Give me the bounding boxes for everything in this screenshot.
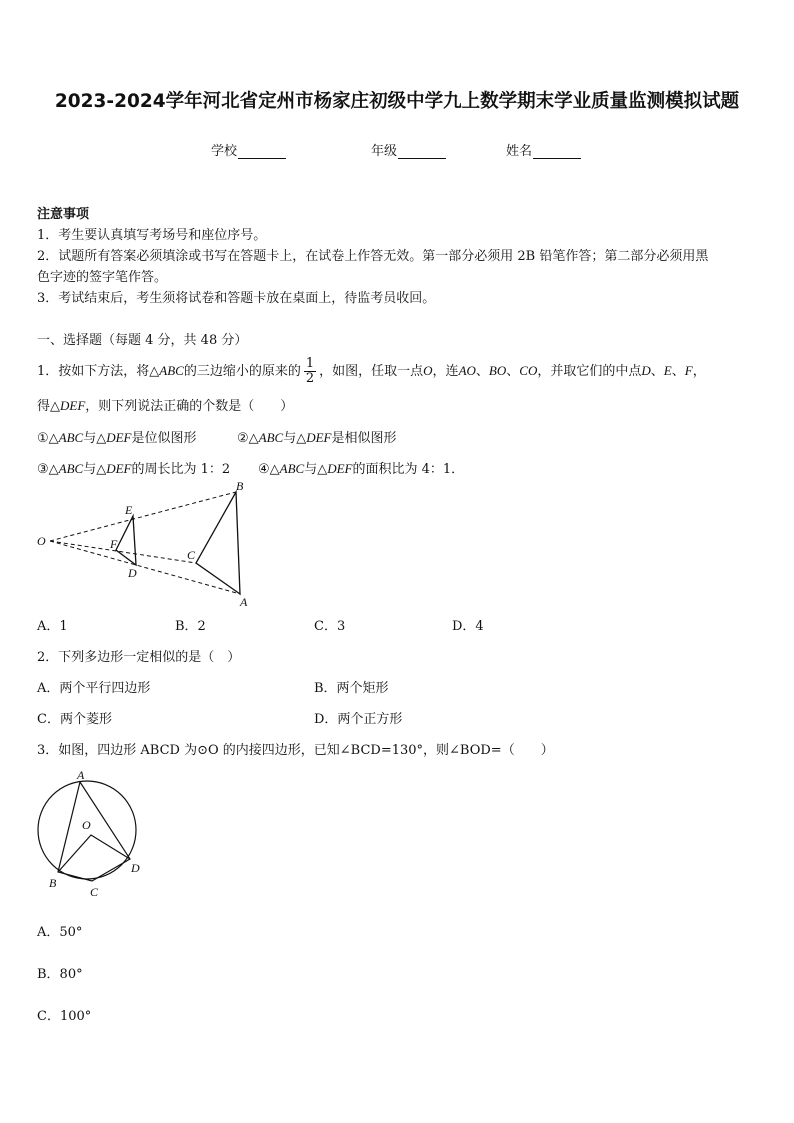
notice-item-2-cont: 色字迹的签字笔作答。 bbox=[37, 270, 168, 285]
grade-label: 年级 bbox=[371, 144, 398, 159]
q3-option-b[interactable]: B．80° bbox=[37, 967, 83, 982]
school-blank[interactable] bbox=[238, 144, 286, 159]
grade-field[interactable] bbox=[371, 140, 446, 159]
label-d: D bbox=[131, 861, 140, 875]
school-label: 学校 bbox=[211, 144, 238, 159]
q3-option-a[interactable]: A．50° bbox=[37, 925, 83, 940]
q2-stem: 2．下列多边形一定相似的是（ ） bbox=[37, 650, 241, 665]
label-e: E bbox=[125, 503, 133, 517]
label-b: B bbox=[236, 479, 244, 493]
q1-fraction: $\frac{1}{2}$ bbox=[305, 356, 315, 386]
q1-statement-4: ④△ABC与△DEF的面积比为 4：1． bbox=[258, 461, 465, 477]
label-f: F bbox=[110, 537, 118, 551]
label-a: A bbox=[77, 768, 85, 782]
q1-option-a[interactable]: A．1 bbox=[37, 619, 68, 634]
ray-o-a bbox=[50, 541, 240, 594]
notice-item-3: 3．考试结束后，考生须将试卷和答题卡放在桌面上，待监考员收回。 bbox=[37, 291, 436, 306]
ray-o-b bbox=[50, 492, 236, 541]
q2-option-a[interactable]: A．两个平行四边形 bbox=[37, 681, 151, 696]
name-field[interactable] bbox=[506, 140, 581, 159]
notice-item-1: 1．考生要认真填写考场号和座位序号。 bbox=[37, 228, 267, 243]
name-blank[interactable] bbox=[533, 144, 581, 159]
label-b: B bbox=[49, 876, 57, 890]
q1-statement-2: ②△ABC与△DEF是相似图形 bbox=[237, 430, 397, 446]
label-o: O bbox=[37, 534, 46, 548]
section-1-heading: 一、选择题（每题 4 分，共 48 分） bbox=[37, 333, 248, 348]
q3-figure bbox=[30, 765, 155, 900]
grade-blank[interactable] bbox=[398, 144, 446, 159]
notice-heading: 注意事项 bbox=[37, 207, 90, 222]
q2-option-d[interactable]: D．两个正方形 bbox=[314, 712, 403, 727]
q1-statement-3: ③△ABC与△DEF的周长比为 1：2 bbox=[37, 461, 231, 477]
triangle-abc bbox=[196, 492, 240, 594]
q1-option-c[interactable]: C．3 bbox=[314, 619, 346, 634]
q1-stem-line1: 1．按如下方法，将△ABC的三边缩小的原来的 $\frac{1}{2}$ ，如图，任取一点O，连AO、BO、CO，并取它们的中点D、E、F， bbox=[37, 356, 706, 386]
q2-option-c[interactable]: C．两个菱形 bbox=[37, 712, 112, 727]
q2-option-b[interactable]: B．两个矩形 bbox=[314, 681, 389, 696]
label-a: A bbox=[240, 595, 248, 609]
q1-option-d[interactable]: D．4 bbox=[452, 619, 484, 634]
page-title: 2023-2024学年河北省定州市杨家庄初级中学九上数学期末学业质量监测模拟试题 bbox=[54, 91, 740, 112]
q3-option-c[interactable]: C．100° bbox=[37, 1009, 92, 1024]
triangle-def bbox=[116, 516, 136, 565]
q3-stem: 3．如图，四边形 ABCD 为⊙O 的内接四边形，已知∠BCD=130°，则∠BOD=（ ） bbox=[37, 743, 554, 758]
name-label: 姓名 bbox=[506, 144, 533, 159]
q1-statement-1: ①△ABC与△DEF是位似图形 bbox=[37, 430, 197, 446]
q1-figure bbox=[30, 478, 260, 610]
notice-item-2: 2．试题所有答案必须填涂或书写在答题卡上，在试卷上作答无效。第一部分必须用 2B 铅笔作答；第二部分必须用黑 bbox=[37, 249, 709, 264]
label-c: C bbox=[90, 885, 99, 899]
school-field[interactable] bbox=[211, 140, 286, 159]
q1-stem-line2: 得△DEF，则下列说法正确的个数是（ ） bbox=[37, 398, 294, 414]
ray-o-c bbox=[50, 541, 196, 563]
label-c: C bbox=[187, 548, 196, 562]
label-d: D bbox=[128, 566, 137, 580]
q1-option-b[interactable]: B．2 bbox=[175, 619, 206, 634]
label-o: O bbox=[82, 818, 91, 832]
